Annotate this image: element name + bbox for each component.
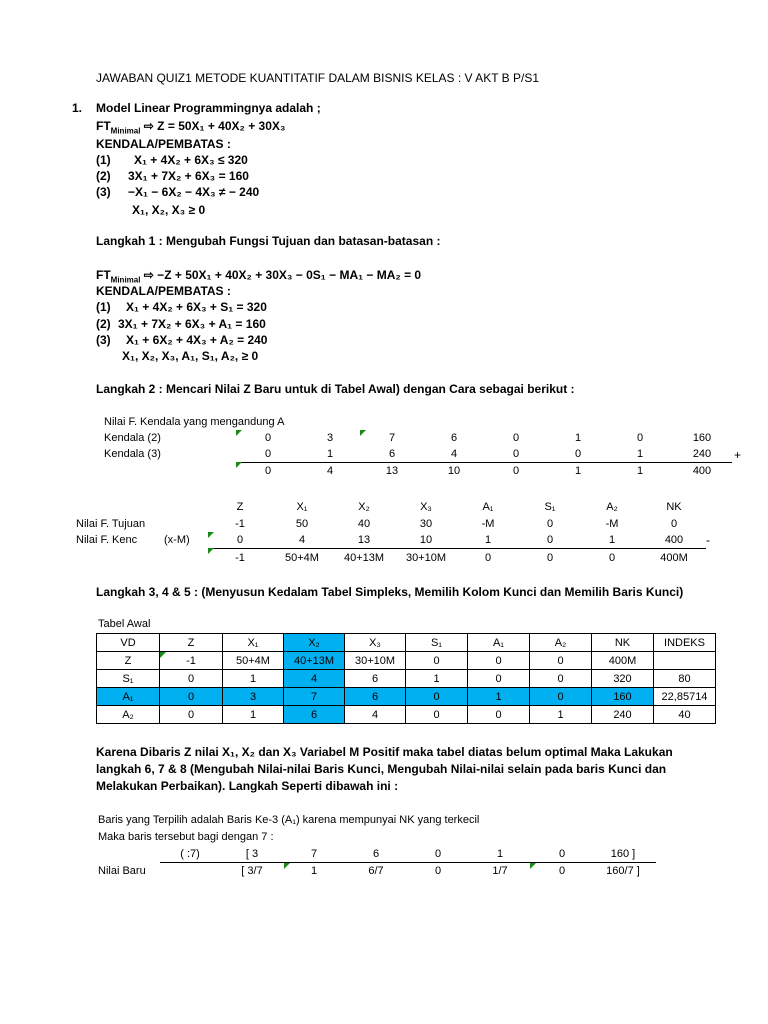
column-header: X₂ <box>358 501 370 513</box>
value-cell: 0 <box>558 865 566 877</box>
table-title: Tabel Awal <box>98 618 151 630</box>
value-cell: 4 <box>298 534 306 546</box>
table-cell: 240 <box>592 706 654 724</box>
value-cell: 7 <box>310 848 318 860</box>
constraint-expr: 3X₁ + 7X₂ + 6X₃ + A₁ = 160 <box>118 317 266 331</box>
column-header: NK <box>666 501 682 513</box>
cell-marker <box>208 532 214 538</box>
table-cell: 0 <box>468 652 530 670</box>
value-cell: 0 <box>546 534 554 546</box>
ft-label: FT <box>96 119 111 133</box>
value-cell: 1 <box>636 465 644 477</box>
column-header: Z <box>236 501 244 513</box>
key-row-cell: 7 <box>284 688 345 706</box>
value-cell: 0 <box>558 848 566 860</box>
constraint-expr: X₁ + 4X₂ + 6X₃ + S₁ = 320 <box>126 300 267 314</box>
value-cell: 3 <box>326 432 334 444</box>
column-header: X₁ <box>296 501 308 513</box>
header-cell-key-column: X₂ <box>284 634 345 652</box>
key-column-cell: 6 <box>284 706 345 724</box>
value-cell: ( :7) <box>180 848 200 860</box>
cell-marker <box>208 548 214 554</box>
value-cell: 10 <box>419 534 433 546</box>
row-label: Kendala (2) <box>104 432 161 444</box>
value-cell: 0 <box>264 448 272 460</box>
plus-sign: + <box>734 448 742 462</box>
table-cell: Z <box>97 652 160 670</box>
explanation-line: langkah 6, 7 & 8 (Mengubah Nilai-nilai Baris Kunci, Mengubah Nilai-nilai selain pada baris Kunci dan <box>96 762 667 776</box>
value-cell: -M <box>605 518 619 530</box>
cell-marker <box>160 652 166 658</box>
value-cell: 30+10M <box>405 552 447 564</box>
kendala-label: KENDALA/PEMBATAS : <box>96 137 231 151</box>
value-cell: 1 <box>608 534 616 546</box>
constraint-num: (3) <box>96 185 111 199</box>
table-row <box>97 652 716 670</box>
cell-marker <box>284 863 290 869</box>
value-cell: 0 <box>546 552 554 564</box>
header-cell: NK <box>592 634 654 652</box>
value-cell: -1 <box>235 552 245 564</box>
header-cell: VD <box>97 634 160 652</box>
value-cell: 1 <box>496 848 504 860</box>
table-cell <box>654 652 716 670</box>
table-cell: 0 <box>406 706 468 724</box>
table-cell: 0 <box>160 706 223 724</box>
sum-rule <box>236 462 732 463</box>
value-cell: 4 <box>450 448 458 460</box>
row-label: Kendala (3) <box>104 448 161 460</box>
key-row-cell: 0 <box>406 688 468 706</box>
cell-marker <box>360 430 366 436</box>
table-cell: 50+4M <box>223 652 284 670</box>
table-cell: S₁ <box>97 670 160 688</box>
cell-marker <box>236 430 242 436</box>
table-cell: 80 <box>654 670 716 688</box>
value-cell: 1 <box>484 534 492 546</box>
value-cell: 400 <box>692 465 712 477</box>
value-cell: 6 <box>450 432 458 444</box>
key-row-cell: 160 <box>592 688 654 706</box>
ft-subscript: Minimal <box>110 275 141 285</box>
table-cell: 0 <box>160 670 223 688</box>
column-header: A₂ <box>606 501 618 513</box>
value-cell: 0 <box>670 518 678 530</box>
langkah1-heading: Langkah 1 : Mengubah Fungsi Tujuan dan batasan-batasan : <box>96 234 441 248</box>
constraint-expr: X₁ + 6X₂ + 4X₃ + A₂ = 240 <box>126 333 268 347</box>
value-cell: 1 <box>574 432 582 444</box>
new-row-label: Nilai Baru <box>98 865 146 877</box>
constraint-num: (1) <box>96 300 111 314</box>
value-cell: 0 <box>574 448 582 460</box>
value-cell: 0 <box>608 552 616 564</box>
value-cell: 6 <box>372 848 380 860</box>
objective-expr: ⇨ −Z + 50X₁ + 40X₂ + 30X₃ − 0S₁ − MA₁ − MA₂ = 0 <box>143 268 422 282</box>
langkah345-heading: Langkah 3, 4 & 5 : (Menyusun Kedalam Tabel Simpleks, Memilih Kolom Kunci dan Memilih Baris Kunci) <box>96 585 684 599</box>
value-cell: -M <box>481 518 495 530</box>
row-label: Nilai F. Kenc <box>76 534 138 546</box>
explanation-line: Karena Dibaris Z nilai X₁, X₂ dan X₃ Variabel M Positif maka tabel diatas belum optimal Maka Lakukan <box>96 745 673 759</box>
header-cell: X₃ <box>345 634 406 652</box>
explanation-line: Melakukan Perbaikan). Langkah Seperti dibawah ini : <box>96 779 399 793</box>
header-cell: A₁ <box>468 634 530 652</box>
value-cell: 6/7 <box>368 865 384 877</box>
kendala-label: KENDALA/PEMBATAS : <box>96 284 231 298</box>
table-cell: 0 <box>530 652 592 670</box>
table-cell: 1 <box>223 706 284 724</box>
value-cell: 0 <box>636 432 644 444</box>
table-cell: -1 <box>160 652 223 670</box>
table-cell: 6 <box>345 670 406 688</box>
table-cell: 320 <box>592 670 654 688</box>
objective-line-2 <box>96 269 421 284</box>
value-cell: [ 3 <box>245 848 259 860</box>
value-cell: 50+4M <box>285 552 319 564</box>
key-column-cell: 4 <box>284 670 345 688</box>
column-header: X₃ <box>420 501 432 513</box>
cell-marker <box>530 863 536 869</box>
value-cell: 40+13M <box>343 552 385 564</box>
row-label: Nilai F. Tujuan <box>76 518 146 530</box>
value-cell: 400 <box>664 534 684 546</box>
constraint-expr: X₁ + 4X₂ + 6X₃ ≤ 320 <box>134 153 248 167</box>
key-column-cell: 40+13M <box>284 652 345 670</box>
value-cell: 0 <box>512 465 520 477</box>
value-cell: 13 <box>385 465 399 477</box>
value-cell: 40 <box>357 518 371 530</box>
value-cell: 7 <box>388 432 396 444</box>
value-cell: 1/7 <box>492 865 508 877</box>
value-cell: 0 <box>434 848 442 860</box>
value-cell: 6 <box>388 448 396 460</box>
header-cell: X₁ <box>223 634 284 652</box>
table-cell: A₂ <box>97 706 160 724</box>
value-cell: 13 <box>357 534 371 546</box>
value-cell: 0 <box>512 432 520 444</box>
value-cell: 1 <box>310 865 318 877</box>
objective-expr: ⇨ Z = 50X₁ + 40X₂ + 30X₃ <box>143 119 286 133</box>
nonneg-constraint: X₁, X₂, X₃ ≥ 0 <box>132 203 206 217</box>
value-cell: 0 <box>484 552 492 564</box>
table-row <box>97 706 716 724</box>
value-cell: 160/7 ] <box>606 865 640 877</box>
column-header: S₁ <box>544 501 556 513</box>
table-cell: 0 <box>468 670 530 688</box>
constraint-num: (2) <box>96 317 111 331</box>
baris-note: Maka baris tersebut bagi dengan 7 : <box>98 831 274 843</box>
cell-marker <box>236 462 242 468</box>
key-row-cell: 3 <box>223 688 284 706</box>
divide-rule <box>160 862 656 863</box>
value-cell: 0 <box>264 465 272 477</box>
header-cell: A₂ <box>530 634 592 652</box>
value-cell: 10 <box>447 465 461 477</box>
baris-note: Baris yang Terpilih adalah Baris Ke-3 (A₁) karena mempunyai NK yang terkecil <box>98 814 480 826</box>
table-cell: 0 <box>468 706 530 724</box>
constraint-num: (3) <box>96 333 111 347</box>
nonneg-constraint: X₁, X₂, X₃, A₁, S₁, A₂, ≥ 0 <box>122 349 259 363</box>
page-title: JAWABAN QUIZ1 METODE KUANTITATIF DALAM BISNIS KELAS : V AKT B P/S1 <box>96 71 539 85</box>
constraint-num: (1) <box>96 153 111 167</box>
header-cell: S₁ <box>406 634 468 652</box>
value-cell: 1 <box>636 448 644 460</box>
key-row-cell: 0 <box>160 688 223 706</box>
value-cell: 160 ] <box>610 848 636 860</box>
value-cell: 0 <box>264 432 272 444</box>
constraint-expr: −X₁ − 6X₂ − 4X₃ ≠ − 240 <box>128 185 260 199</box>
value-cell: 400M <box>660 552 688 564</box>
objective-line <box>96 120 285 135</box>
langkah2-heading: Langkah 2 : Mencari Nilai Z Baru untuk di Tabel Awal) dengan Cara sebagai berikut : <box>96 382 575 396</box>
table-row <box>97 670 716 688</box>
section-heading: Model Linear Programmingnya adalah ; <box>96 101 321 115</box>
value-cell: 0 <box>546 518 554 530</box>
table-row-key-row <box>97 688 716 706</box>
value-cell: 30 <box>419 518 433 530</box>
value-cell: 160 <box>692 432 712 444</box>
block1-title: Nilai F. Kendala yang mengandung A <box>104 416 285 428</box>
key-row-cell: 6 <box>345 688 406 706</box>
value-cell: 0 <box>236 534 244 546</box>
table-header-row <box>97 634 716 652</box>
header-cell: INDEKS <box>654 634 716 652</box>
value-cell: -1 <box>235 518 245 530</box>
table-cell: 1 <box>530 706 592 724</box>
sum-rule <box>208 548 706 549</box>
table-cell: 400M <box>592 652 654 670</box>
table-cell: 40 <box>654 706 716 724</box>
key-row-cell: A₁ <box>97 688 160 706</box>
table-cell: 4 <box>345 706 406 724</box>
value-cell: 0 <box>434 865 442 877</box>
ft-label: FT <box>96 268 111 282</box>
key-row-cell: 0 <box>530 688 592 706</box>
minus-sign: - <box>706 533 710 547</box>
header-cell: Z <box>160 634 223 652</box>
simplex-table <box>96 633 716 724</box>
section-number: 1. <box>72 101 83 115</box>
table-cell: 1 <box>406 670 468 688</box>
value-cell: [ 3/7 <box>241 865 263 877</box>
table-cell: 0 <box>530 670 592 688</box>
ft-subscript: Minimal <box>110 126 141 136</box>
constraint-expr: 3X₁ + 7X₂ + 6X₃ = 160 <box>128 169 249 183</box>
table-cell: 0 <box>406 652 468 670</box>
column-header: A₁ <box>482 501 494 513</box>
value-cell: 1 <box>574 465 582 477</box>
value-cell: 50 <box>295 518 309 530</box>
key-row-cell: 1 <box>468 688 530 706</box>
value-cell: 0 <box>512 448 520 460</box>
table-cell: 30+10M <box>345 652 406 670</box>
table-cell: 1 <box>223 670 284 688</box>
value-cell: 240 <box>692 448 712 460</box>
constraint-num: (2) <box>96 169 111 183</box>
value-cell: 1 <box>326 448 334 460</box>
value-cell: 4 <box>326 465 334 477</box>
row-label-suffix: (x-M) <box>164 534 190 546</box>
table-cell: 22,85714 <box>654 688 716 706</box>
